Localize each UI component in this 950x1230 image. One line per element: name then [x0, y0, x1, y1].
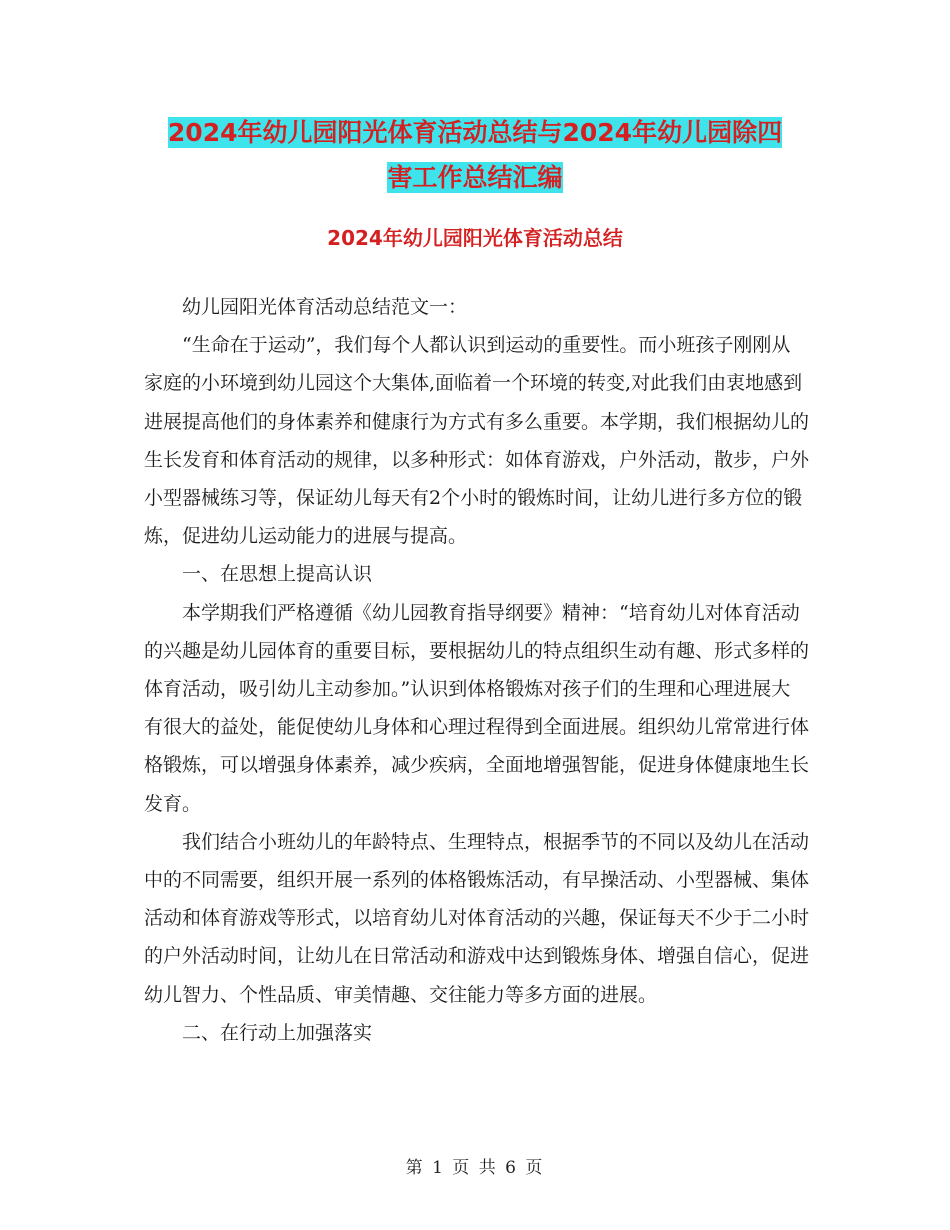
- paragraph: 我们结合小班幼儿的年龄特点、生理特点，根据季节的不同以及幼儿在活动中的不同需要，组织开展一系列的体格锻炼活动，有早操活动、小型器械、集体活动和体育游戏等形式，以培育幼儿对体育活动的兴趣，保证每天不少于二小时的户外活动时间，让幼儿在日常活动和游戏中达到锻炼身体、增强自信心，促进幼儿智力、个性品质、审美情趣、交往能力等多方面的进展。: [144, 830, 810, 1006]
- paragraph: “生命在于运动”，我们每个人都认识到运动的重要性。而小班孩子刚刚从家庭的小环境到幼儿园这个大集体,面临着一个环境的转变,对此我们由衷地感到进展提高他们的身体素养和健康行为方式有多么重要。本学期，我们根据幼儿的生长发育和体育活动的规律，以多种形式：如体育游戏，户外活动，散步，户外小型器械练习等，保证幼儿每天有2个小时的锻炼时间，让幼儿进行多方位的锻炼，促进幼儿运动能力的进展与提高。: [144, 334, 810, 548]
- section-title: 2024年幼儿园阳光体育活动总结: [327, 226, 623, 250]
- page-footer: 第 1 页 共 6 页: [405, 1158, 545, 1178]
- title-line-2: 害工作总结汇编: [387, 163, 563, 192]
- paragraph-heading: 一、在思想上提高认识: [182, 563, 373, 586]
- paragraph-heading: 二、在行动上加强落实: [182, 1021, 373, 1044]
- paragraph: 本学期我们严格遵循《幼儿园教育指导纲要》精神：“培育幼儿对体育活动的兴趣是幼儿园体育的重要目标，要根据幼儿的特点组织生动有趣、形式多样的体育活动，吸引幼儿主动参加。”认识到体格锻炼对孩子们的生理和心理进展大有很大的益处，能促使幼儿身体和心理过程得到全面进展。组织幼儿常常进行体格锻炼，可以增强身体素养，减少疾病，全面地增强智能，促进身体健康地生长发育。: [144, 601, 810, 815]
- body-text: [144, 288, 809, 1052]
- document-title: [0, 110, 950, 200]
- paragraph: 幼儿园阳光体育活动总结范文一：: [182, 296, 468, 318]
- title-line-1: 2024年幼儿园阳光体育活动总结与2024年幼儿园除四: [167, 118, 783, 147]
